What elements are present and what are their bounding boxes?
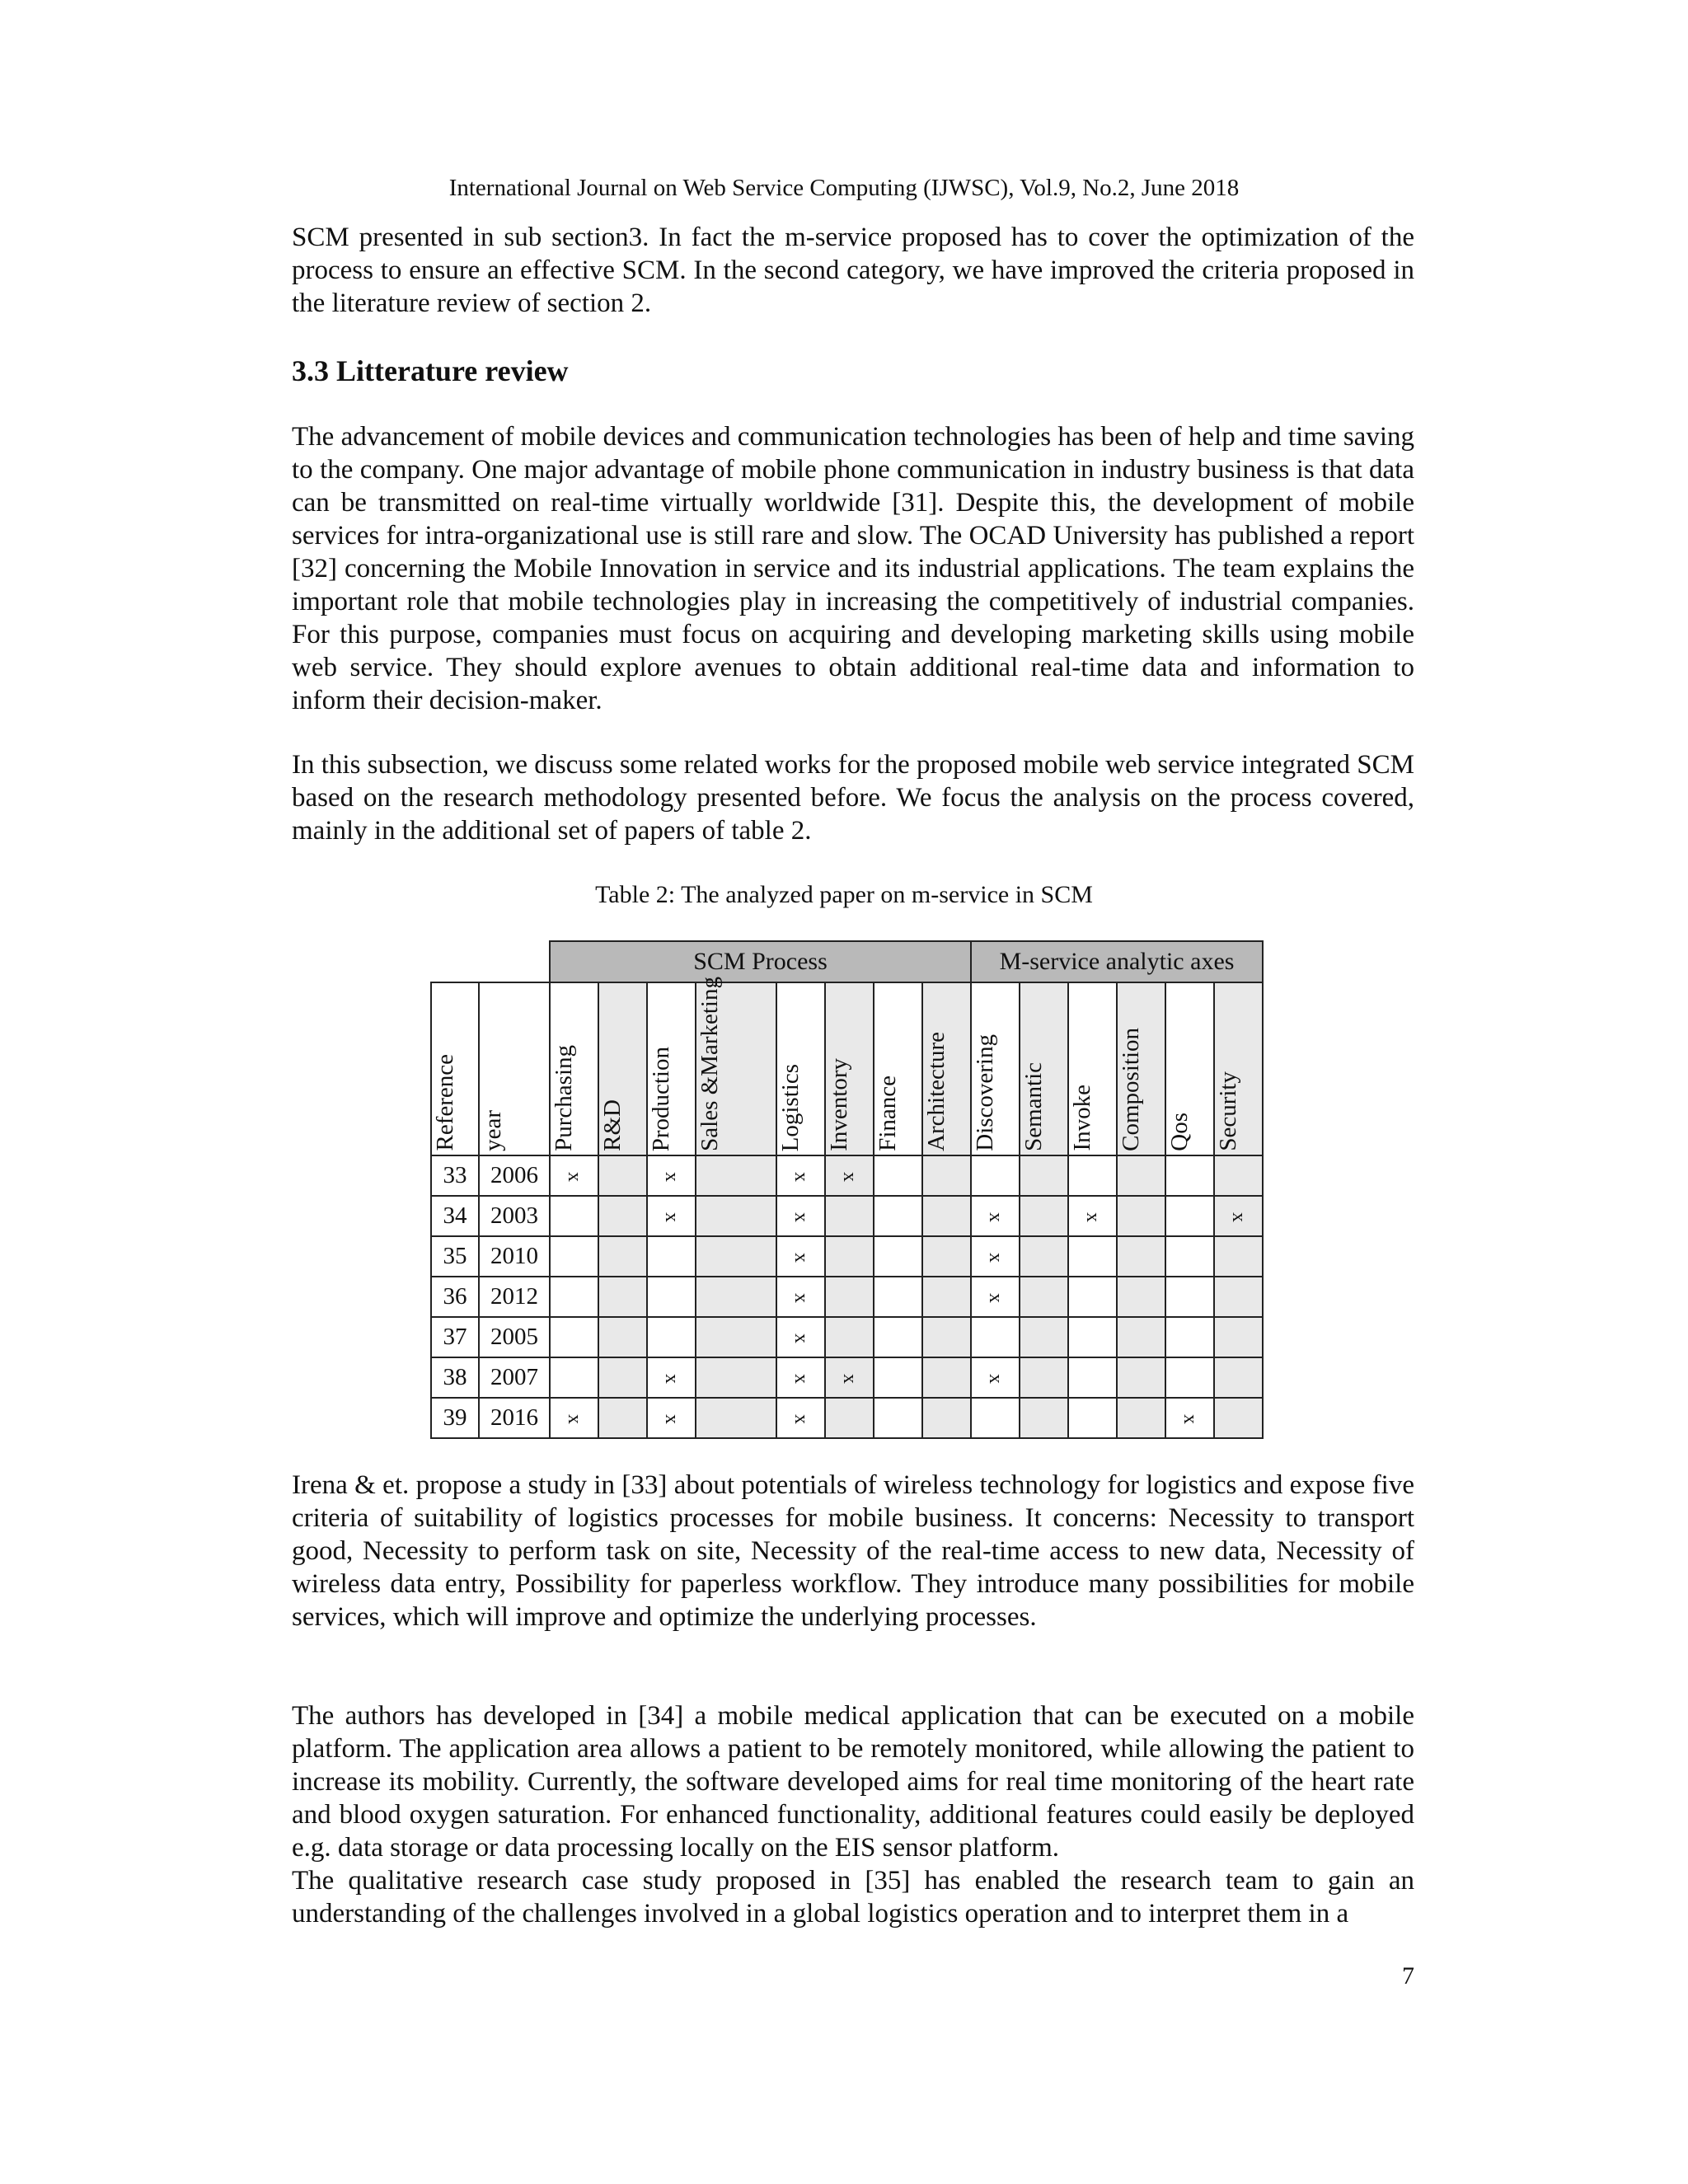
- col-composition: Composition: [1117, 982, 1165, 1155]
- col-year: year: [479, 982, 550, 1155]
- paragraph-5: The qualitative research case study proposed in [35] has enabled the research team to gain an understanding of the challenges involved in a global logistics operation and to interpret them in a: [292, 1866, 1414, 1929]
- table-row: [431, 1398, 1263, 1438]
- mark: x: [790, 1172, 812, 1182]
- col-finance: Finance: [874, 982, 922, 1155]
- table-row: [431, 1317, 1263, 1357]
- column-header-row: [431, 982, 1263, 1155]
- mark: x: [660, 1414, 682, 1424]
- ref-cell: 39: [431, 1398, 479, 1438]
- mark: x: [1081, 1212, 1104, 1222]
- ref-cell: 34: [431, 1196, 479, 1236]
- ref-cell: 36: [431, 1277, 479, 1317]
- paragraph-4: The authors has developed in [34] a mobile medical application that can be executed on a mobile platform. The application area allows a patient to be remotely monitored, while allowing the patient to increase its mobility. Currently, the software developed aims for real time monitoring of the heart rate and blood oxygen saturation. For enhanced functionality, additional features could easily be deployed e.g. data storage or data processing locally on the EIS sensor platform.: [292, 1701, 1414, 1863]
- mark: x: [838, 1172, 860, 1182]
- mark: x: [790, 1293, 812, 1303]
- year-cell: 2006: [479, 1155, 550, 1196]
- page-number: 7: [1402, 1962, 1414, 1990]
- literature-table: [430, 940, 1264, 1439]
- ref-cell: 35: [431, 1236, 479, 1277]
- table-row: [431, 1155, 1263, 1196]
- running-head: International Journal on Web Service Computing (IJWSC), Vol.9, No.2, June 2018: [448, 175, 1240, 201]
- mark: x: [790, 1212, 812, 1222]
- paragraph-1: The advancement of mobile devices and communication technologies has been of help and time saving to the company. One major advantage of mobile phone communication in industry business is that data can be transmitted on real-time virtually worldwide [31]. Despite this, the development of mobile services for intra-organizational use is still rare and slow. The OCAD University has published a report [32] concerning the Mobile Innovation in service and its industrial applications. The team explains the important role that mobile technologies play in increasing the competitively of industrial companies. For this purpose, companies must focus on acquiring and developing marketing skills using mobile web service. They should explore avenues to obtain additional real-time data and information to inform their decision-maker.: [292, 422, 1414, 715]
- ref-cell: 37: [431, 1317, 479, 1357]
- paragraph-2: In this subsection, we discuss some related works for the proposed mobile web service integrated SCM based on the research methodology presented before. We focus the analysis on the process covered, mainly in the additional set of papers of table 2.: [292, 750, 1414, 846]
- table-row: [431, 1196, 1263, 1236]
- year-cell: 2012: [479, 1277, 550, 1317]
- col-qos: Qos: [1165, 982, 1214, 1155]
- group-mservice-axes: M-service analytic axes: [971, 941, 1263, 982]
- mark: x: [660, 1172, 682, 1182]
- intro-paragraph: SCM presented in sub section3. In fact the m-service proposed has to cover the optimization of the process to ensure an effective SCM. In the second category, we have improved the criteria proposed in the literature review of section 2.: [292, 223, 1414, 318]
- ref-cell: 33: [431, 1155, 479, 1196]
- col-rnd: R&D: [598, 982, 647, 1155]
- table-row: [431, 1236, 1263, 1277]
- col-invoke: Invoke: [1068, 982, 1117, 1155]
- group-scm-process: SCM Process: [550, 941, 971, 982]
- col-production: Production: [647, 982, 696, 1155]
- mark: x: [563, 1414, 585, 1424]
- year-cell: 2010: [479, 1236, 550, 1277]
- mark: x: [660, 1374, 682, 1384]
- col-purchasing: Purchasing: [550, 982, 598, 1155]
- year-cell: 2007: [479, 1357, 550, 1398]
- mark: x: [790, 1333, 812, 1343]
- col-logistics: Logistics: [776, 982, 825, 1155]
- group-header-row: [431, 941, 1263, 982]
- ref-cell: 38: [431, 1357, 479, 1398]
- col-architecture: Architecture: [922, 982, 971, 1155]
- mark: x: [984, 1293, 1006, 1303]
- table-body: [431, 1155, 1263, 1438]
- mark: x: [660, 1212, 682, 1222]
- col-security: Security: [1214, 982, 1263, 1155]
- mark: x: [984, 1374, 1006, 1384]
- mark: x: [984, 1253, 1006, 1263]
- mark: x: [1227, 1212, 1250, 1222]
- paragraph-3: Irena & et. propose a study in [33] about potentials of wireless technology for logistics and expose five criteria of suitability of logistics processes for mobile business. It concerns: Necessity to transport good, Necessity to perform task on site, Necessity of the real-time access to new data, Necessity of wireless data entry, Possibility for paperless workflow. They introduce many possibilities for mobile services, which will improve and optimize the underlying processes.: [292, 1470, 1414, 1632]
- table-caption: Table 2: The analyzed paper on m-service in SCM: [595, 881, 1093, 908]
- year-cell: 2003: [479, 1196, 550, 1236]
- mark: x: [790, 1374, 812, 1384]
- mark: x: [1179, 1414, 1201, 1424]
- col-sales-marketing: Sales & Marketing: [696, 982, 776, 1155]
- mark: x: [790, 1414, 812, 1424]
- mark: x: [563, 1172, 585, 1182]
- col-discovering: Discovering: [971, 982, 1020, 1155]
- col-semantic: Semantic: [1020, 982, 1068, 1155]
- year-cell: 2005: [479, 1317, 550, 1357]
- section-heading: 3.3 Litterature review: [292, 354, 569, 387]
- mark: x: [790, 1253, 812, 1263]
- mark: x: [838, 1374, 860, 1384]
- mark: x: [984, 1212, 1006, 1222]
- table-row: [431, 1277, 1263, 1317]
- col-reference: Reference: [431, 982, 479, 1155]
- year-cell: 2016: [479, 1398, 550, 1438]
- table-row: [431, 1357, 1263, 1398]
- col-inventory: Inventory: [825, 982, 874, 1155]
